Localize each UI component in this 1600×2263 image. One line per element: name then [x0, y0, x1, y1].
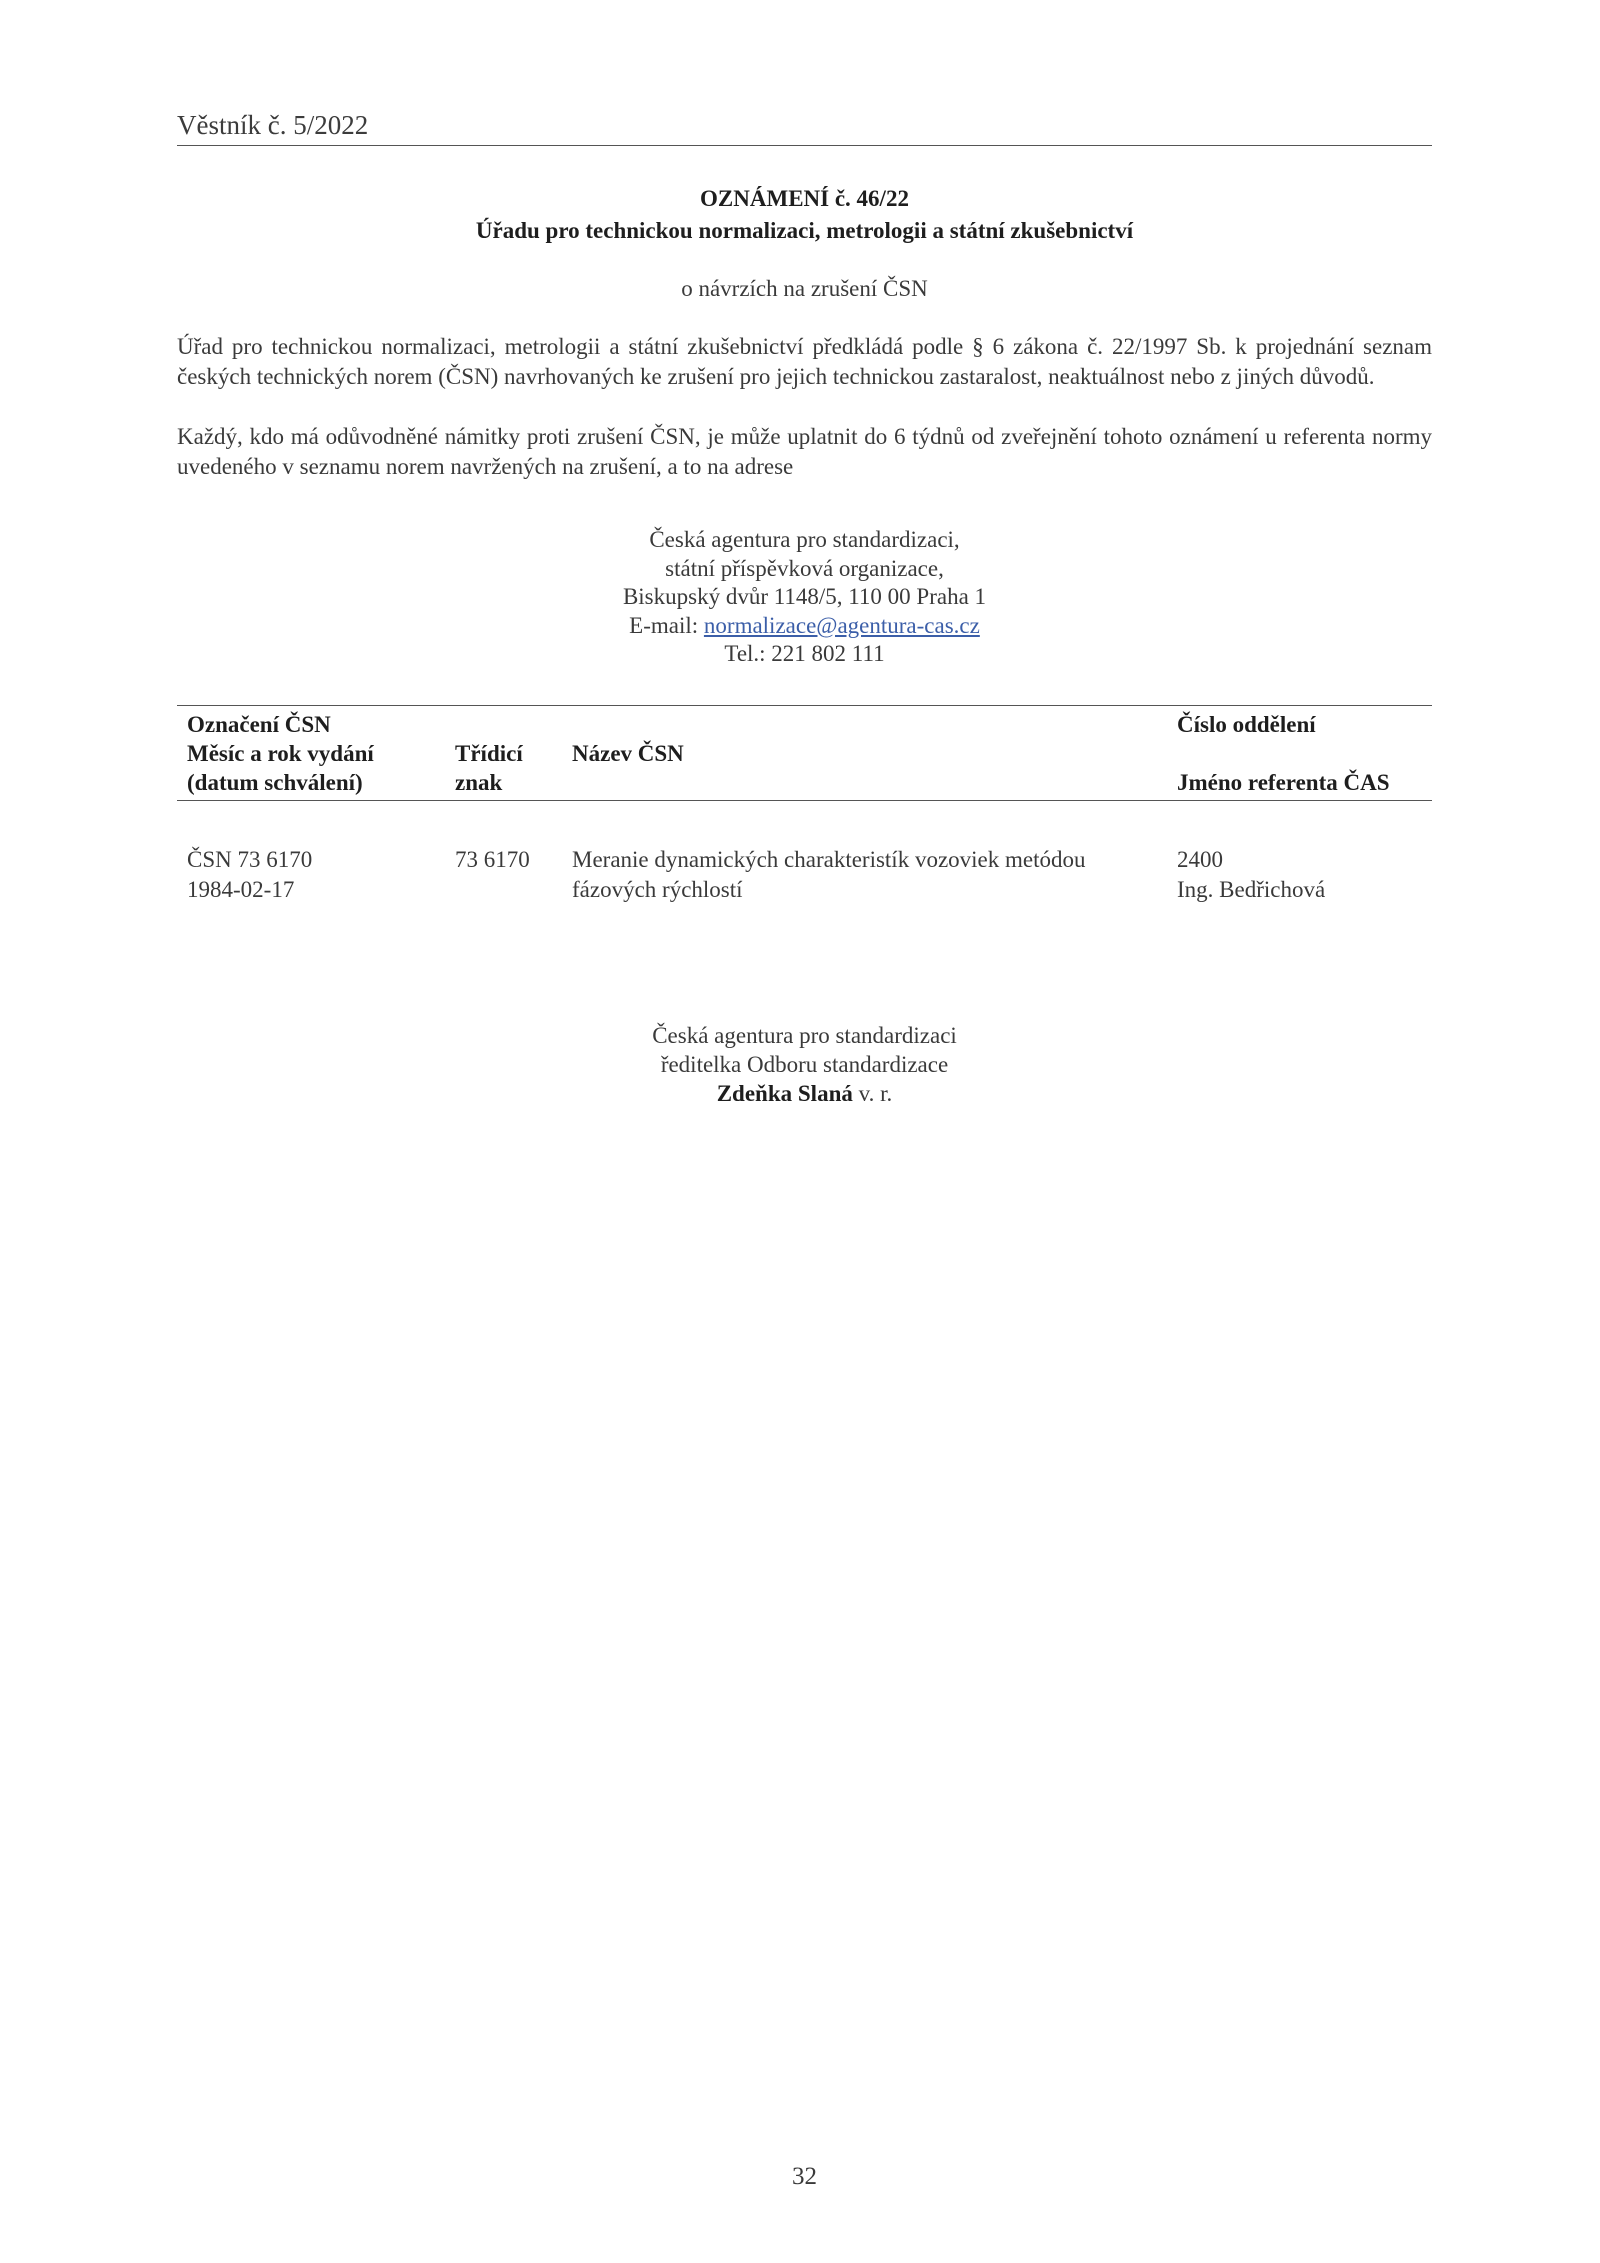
table-top-rule: [177, 705, 1432, 706]
signature-suffix: v. r.: [852, 1081, 893, 1106]
cell-designation: ČSN 73 6170: [187, 847, 313, 872]
th-department: Číslo oddělení: [1177, 712, 1316, 737]
email-label: E-mail:: [629, 612, 704, 638]
th-approval-date: (datum schválení): [187, 770, 363, 795]
signature-name-line: [177, 1079, 1432, 1108]
signature-name: Zdeňka Slaná: [716, 1081, 853, 1106]
journal-header: Věstník č. 5/2022: [177, 110, 369, 140]
header-divider: [177, 145, 1432, 146]
th-issue-date: Měsíc a rok vydání: [187, 741, 374, 766]
address-block: [177, 526, 1432, 669]
page-number: 32: [792, 2163, 817, 2190]
address-org: Česká agentura pro standardizaci,: [649, 527, 960, 552]
cell-department: 2400: [1177, 847, 1223, 872]
table-header-rule: [177, 800, 1432, 801]
address-street: Biskupský dvůr 1148/5, 110 00 Praha 1: [622, 584, 987, 609]
signature-block: [177, 1021, 1432, 1108]
th-designation: Označení ČSN: [187, 712, 331, 737]
announcement-subject: o návrzích na zrušení ČSN: [681, 276, 928, 301]
signature-role: ředitelka Odboru standardizace: [660, 1052, 949, 1077]
signature-org: Česká agentura pro standardizaci: [652, 1023, 957, 1048]
cell-name-line1: Meranie dynamických charakteristík vozoviek metódou: [572, 847, 1086, 872]
th-referent: Jméno referenta ČAS: [1177, 770, 1390, 795]
cell-date: 1984-02-17: [187, 877, 295, 902]
cell-name-line2: fázových rýchlostí: [572, 877, 743, 902]
announcement-title: OZNÁMENÍ č. 46/22: [700, 186, 909, 211]
address-org-type: státní příspěvková organizace,: [665, 555, 944, 581]
th-class-code-2: znak: [455, 770, 503, 795]
address-email-line: [177, 612, 1432, 641]
announcement-issuer: Úřadu pro technickou normalizaci, metrologii a státní zkušebnictví: [475, 218, 1134, 243]
cell-class-code: 73 6170: [455, 847, 530, 872]
address-phone: Tel.: 221 802 111: [724, 641, 885, 666]
th-norm-name: Název ČSN: [572, 741, 684, 766]
cell-referent: Ing. Bedřichová: [1177, 877, 1326, 902]
intro-paragraph: Úřad pro technickou normalizaci, metrologii a státní zkušebnictví předkládá podle § 6 zákona č. 22/1997 Sb. k projednání seznam českých technických norem (ČSN) navrhovaných ke zrušení pro jejich technickou zastaralost, neaktuálnost nebo z jiných důvodů.: [177, 334, 1432, 389]
email-link[interactable]: normalizace@agentura-cas.cz: [703, 612, 980, 638]
th-class-code: Třídicí: [455, 741, 523, 766]
objection-paragraph: Každý, kdo má odůvodněné námitky proti zrušení ČSN, je může uplatnit do 6 týdnů od zveřejnění tohoto oznámení u referenta normy uvedeného v seznamu norem navržených na zrušení, a to na adrese: [177, 424, 1432, 479]
